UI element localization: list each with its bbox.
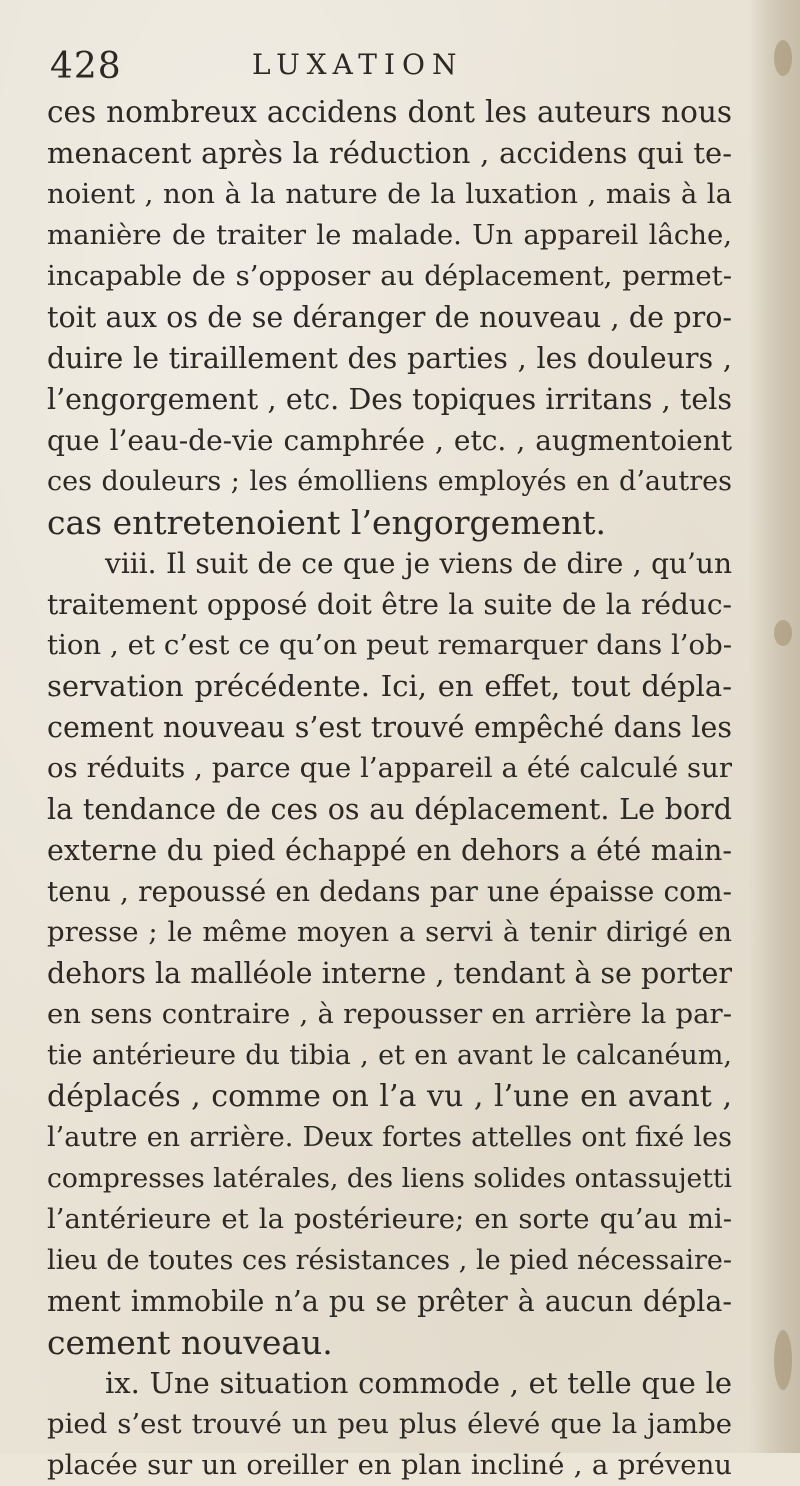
text-line: servation précédente. Ici, en effet, tout dépla- (47, 669, 732, 703)
text-line: incapable de s’opposer au déplacement, permet- (47, 260, 732, 292)
text-line: os réduits , parce que l’appareil a été calculé sur (47, 752, 732, 784)
text-line: ix. Une situation commode , et telle que le (105, 1366, 732, 1400)
text-line: dehors la malléole interne , tendant à se porter (47, 957, 732, 990)
page-number: 428 (50, 46, 122, 87)
text-line: compresses latérales, des liens solides ontassujetti (47, 1163, 732, 1194)
text-line: ces douleurs ; les émolliens employés en d’autres (47, 466, 732, 497)
text-line: l’antérieure et la postérieure; en sorte qu’au mi- (47, 1203, 732, 1235)
text-line: cement nouveau s’est trouvé empêché dans les (47, 711, 732, 744)
text-line: déplacés , comme on l’a vu , l’une en avant , (47, 1079, 732, 1114)
page-stain (774, 1330, 792, 1390)
body-text (47, 92, 732, 1486)
text-line: tenu , repoussé en dedans par une épaisse com- (47, 875, 732, 908)
text-line: traitement opposé doit être la suite de la réduc- (47, 588, 732, 621)
text-line: l’autre en arrière. Deux fortes attelles ont fixé les (47, 1122, 732, 1153)
text-line: menacent après la réduction , accidens qui te- (47, 136, 732, 170)
text-line: pied s’est trouvé un peu plus élevé que la jambe (47, 1408, 732, 1440)
page-edge-shadow (748, 0, 800, 1453)
text-line: tie antérieure du tibia , et en avant le calcanéum, (47, 1040, 732, 1071)
text-line: ment immobile n’a pu se prêter à aucun dépla- (47, 1285, 732, 1318)
text-line: viii. Il suit de ce que je viens de dire , qu’un (105, 547, 732, 580)
text-line: presse ; le même moyen a servi à tenir dirigé en (47, 916, 732, 948)
text-line: externe du pied échappé en dehors a été main- (47, 834, 732, 867)
text-line: que l’eau-de-vie camphrée , etc. , augmentoient (47, 424, 732, 457)
text-line: en sens contraire , à repousser en arrière la par- (47, 998, 732, 1030)
text-line: tion , et c’est ce qu’on peut remarquer dans l’ob- (47, 629, 732, 661)
text-line: duire le tiraillement des parties , les douleurs , (47, 342, 732, 375)
page-header (0, 46, 800, 86)
text-line: placée sur un oreiller en plan incliné , a prévenu (47, 1449, 732, 1481)
text-line: la tendance de ces os au déplacement. Le bord (47, 793, 732, 826)
text-line: lieu de toutes ces résistances , le pied nécessaire- (47, 1245, 732, 1276)
page-stain (774, 620, 792, 646)
text-line: ces nombreux accidens dont les auteurs nous (47, 95, 732, 129)
text-line: cas entretenoient l’engorgement. (47, 503, 607, 542)
text-line: manière de traiter le malade. Un appareil lâche, (47, 219, 732, 251)
text-line: toit aux os de se déranger de nouveau , de pro- (47, 301, 732, 334)
text-line: l’engorgement , etc. Des topiques irritans , tels (47, 383, 732, 416)
text-line: cement nouveau. (47, 1323, 333, 1362)
text-line: noient , non à la nature de la luxation , mais à la (47, 178, 732, 210)
running-head: LUXATION (252, 48, 464, 81)
